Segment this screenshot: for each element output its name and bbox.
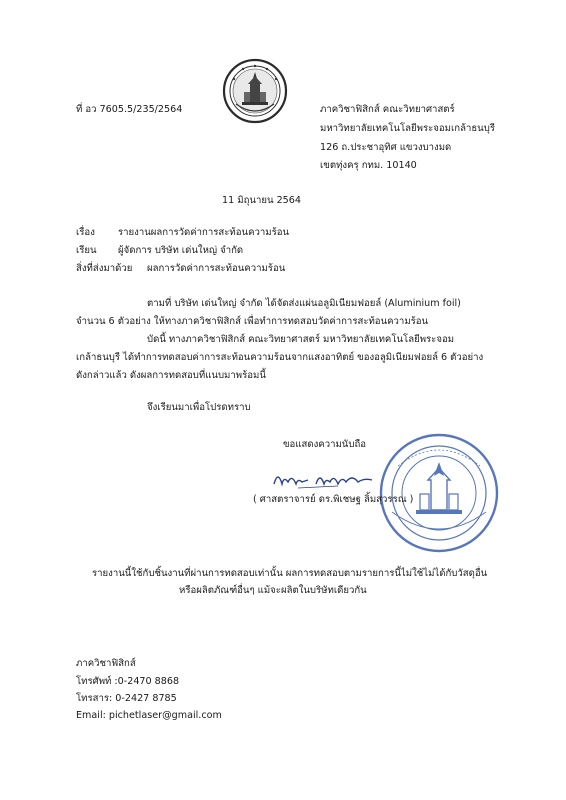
body-paragraph-2-line-2: เกล้าธนบุรี ได้ทำการทดสอบค่าการสะท้อนความร้อนจากแสงอาทิตย์ ของอลูมิเนียมฟอยล์ 6 ตัวอย่าง: [76, 352, 484, 363]
reference-number: ที่ อว 7605.5/235/2564: [76, 104, 183, 115]
footer-email: Email: pichetlaser@gmail.com: [76, 710, 222, 721]
body-paragraph-2-line-1: บัดนี้ ทางภาควิชาฟิสิกส์ คณะวิทยาศาสตร์ มหาวิทยาลัยเทคโนโลยีพระจอม: [147, 334, 455, 345]
address-line-4: เขตทุ่งครุ กทม. 10140: [320, 160, 417, 171]
recipient-label: เรียน: [76, 245, 97, 256]
body-paragraph-1-line-1: ตามที่ บริษัท เด่นใหญ่ จำกัด ได้จัดส่งแผ่นอลูมิเนียมฟอยล์ (Aluminium foil): [147, 298, 461, 309]
notice-line-2: หรือผลิตภัณฑ์อื่นๆ แม้จะผลิตในบริษัทเดียวกัน: [179, 585, 367, 596]
handwritten-signature: [268, 466, 378, 494]
body-closing-sentence: จึงเรียนมาเพื่อโปรดทราบ: [147, 402, 251, 413]
notice-line-1: รายงานนี้ใช้กับชิ้นงานที่ผ่านการทดสอบเท่านั้น ผลการทดสอบตามรายการนี้ไม่ใช้ไม่ได้กับวัสดุอื่น: [92, 568, 488, 579]
address-line-1: ภาควิชาฟิสิกส์ คณะวิทยาศาสตร์: [320, 104, 455, 115]
enclosure-text: ผลการวัดค่าการสะท้อนความร้อน: [147, 263, 286, 274]
address-line-3: 126 ถ.ประชาอุทิศ แขวงบางมด: [320, 142, 452, 153]
enclosure-label: สิ่งที่ส่งมาด้วย: [76, 263, 133, 274]
subject-text: รายงานผลการวัดค่าการสะท้อนความร้อน: [118, 227, 290, 238]
recipient-text: ผู้จัดการ บริษัท เด่นใหญ่ จำกัด: [118, 245, 244, 256]
footer-department: ภาควิชาฟิสิกส์: [76, 658, 136, 669]
university-seal-icon: [222, 58, 288, 124]
body-paragraph-2-line-3: ดังกล่าวแล้ว ดังผลการทดสอบที่แนบมาพร้อมนี้: [76, 370, 266, 381]
subject-label: เรื่อง: [76, 227, 95, 238]
letter-date: 11 มิถุนายน 2564: [222, 195, 301, 206]
address-line-2: มหาวิทยาลัยเทคโนโลยีพระจอมเกล้าธนบุรี: [320, 123, 495, 134]
footer-phone: โทรศัพท์ :0-2470 8868: [76, 676, 180, 687]
footer-fax: โทรสาร: 0-2427 8785: [76, 693, 177, 704]
body-paragraph-1-line-2: จำนวน 6 ตัวอย่าง ให้ทางภาควิชาฟิสิกส์ เพื่อทำการทดสอบวัดค่าการสะท้อนความร้อน: [76, 316, 429, 327]
closing-regards: ขอแสดงความนับถือ: [283, 439, 367, 450]
signer-name: ( ศาสตราจารย์ ดร.พิเชษฐ ลิ้มสุวรรณ ): [253, 494, 414, 505]
